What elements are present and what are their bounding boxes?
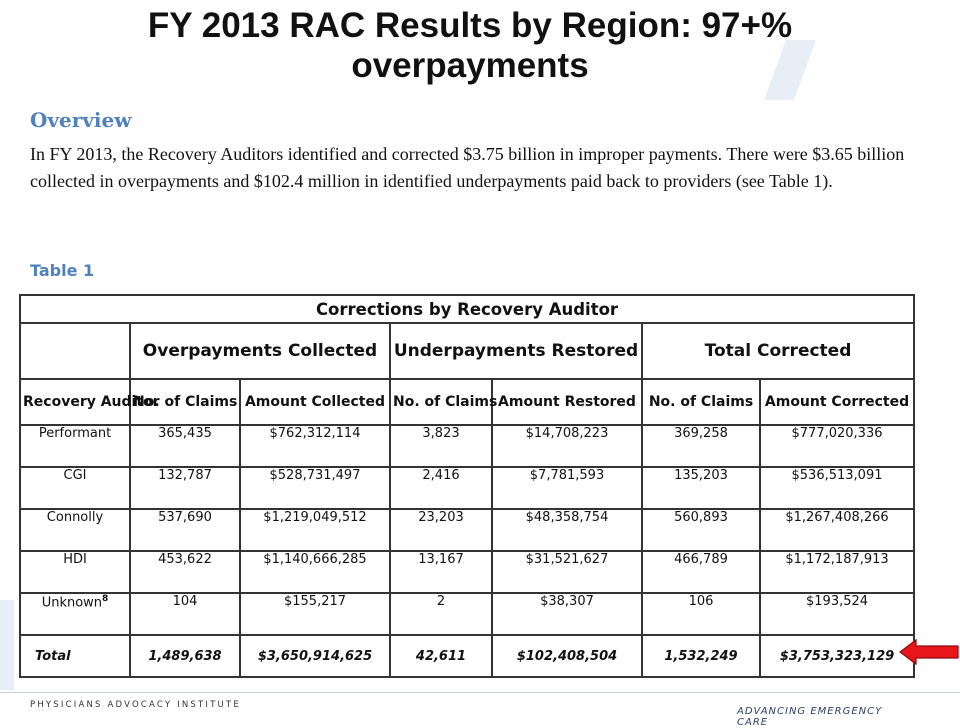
table-cell: Connolly xyxy=(20,509,130,551)
table-cell: 365,435 xyxy=(130,425,240,467)
total-row xyxy=(20,635,914,677)
table-cell-unknown xyxy=(20,593,130,635)
table-cell: 369,258 xyxy=(642,425,760,467)
column-header: Amount Collected xyxy=(240,379,390,425)
total-cell: $102,408,504 xyxy=(492,635,642,677)
table-label: Table 1 xyxy=(30,261,95,280)
overview-paragraph: In FY 2013, the Recovery Auditors identified and corrected $3.75 billion in improper payments. There were $3.65 billion collected in overpayments and $102.4 million in identified underpayments paid back to providers (see Table 1). xyxy=(30,144,905,191)
table-cell: 104 xyxy=(130,593,240,635)
table-cell: 3,823 xyxy=(390,425,492,467)
background-left-shape xyxy=(0,600,14,690)
table-cell: 2,416 xyxy=(390,467,492,509)
table-cell: $1,172,187,913 xyxy=(760,551,914,593)
table-cell: $1,267,408,266 xyxy=(760,509,914,551)
table-cell: Performant xyxy=(20,425,130,467)
total-cell: 42,611 xyxy=(390,635,492,677)
total-cell: 1,532,249 xyxy=(642,635,760,677)
total-cell: 1,489,638 xyxy=(130,635,240,677)
table-row xyxy=(20,551,914,593)
group-header-underpayments: Underpayments Restored xyxy=(390,323,642,379)
column-header: Amount Restored xyxy=(492,379,642,425)
total-label: Total xyxy=(20,635,130,677)
table-cell: 560,893 xyxy=(642,509,760,551)
table-cell: $38,307 xyxy=(492,593,642,635)
group-header-total: Total Corrected xyxy=(642,323,914,379)
table-row xyxy=(20,425,914,467)
table-row xyxy=(20,467,914,509)
table-row xyxy=(20,593,914,635)
unknown-label: Unknown xyxy=(41,595,103,611)
group-header-empty xyxy=(20,323,130,379)
overview-heading: Overview xyxy=(30,108,132,132)
table-cell: 135,203 xyxy=(642,467,760,509)
table-cell: 2 xyxy=(390,593,492,635)
table-cell: $536,513,091 xyxy=(760,467,914,509)
table-row xyxy=(20,509,914,551)
slide-title-line2: overpayments xyxy=(351,46,589,85)
column-header: No. of Claims xyxy=(390,379,492,425)
column-header: No. of Claims xyxy=(130,379,240,425)
table-cell: $762,312,114 xyxy=(240,425,390,467)
table-cell: 13,167 xyxy=(390,551,492,593)
table-cell: $777,020,336 xyxy=(760,425,914,467)
table-cell: 537,690 xyxy=(130,509,240,551)
table-cell: CGI xyxy=(20,467,130,509)
footnote-marker: 8 xyxy=(102,594,109,604)
table-cell: 466,789 xyxy=(642,551,760,593)
table-cell: $14,708,223 xyxy=(492,425,642,467)
table-cell: $31,521,627 xyxy=(492,551,642,593)
table-cell: $7,781,593 xyxy=(492,467,642,509)
total-cell: $3,753,323,129 xyxy=(760,635,914,677)
table-caption: Corrections by Recovery Auditor xyxy=(20,295,914,323)
table-cell: 23,203 xyxy=(390,509,492,551)
footer-organization: PHYSICIANS ADVOCACY INSTITUTE xyxy=(30,700,241,710)
table-cell: $193,524 xyxy=(760,593,914,635)
group-header-overpayments: Overpayments Collected xyxy=(130,323,390,379)
footer-divider xyxy=(0,692,960,693)
column-header: No. of Claims xyxy=(642,379,760,425)
table-cell: 132,787 xyxy=(130,467,240,509)
footer-tagline: ADVANCING EMERGENCY CARE xyxy=(737,706,883,728)
table-cell: $1,219,049,512 xyxy=(240,509,390,551)
red-arrow-icon xyxy=(898,637,960,667)
table-cell: $155,217 xyxy=(240,593,390,635)
table-cell: $1,140,666,285 xyxy=(240,551,390,593)
column-header: Recovery Auditor xyxy=(20,379,130,425)
column-header: Amount Corrected xyxy=(760,379,914,425)
table-cell: $528,731,497 xyxy=(240,467,390,509)
table-cell: 453,622 xyxy=(130,551,240,593)
corrections-table xyxy=(19,294,915,678)
slide-title xyxy=(20,6,920,85)
slide-title-line1: FY 2013 RAC Results by Region: 97+% xyxy=(147,6,793,45)
table-cell: $48,358,754 xyxy=(492,509,642,551)
total-cell: $3,650,914,625 xyxy=(240,635,390,677)
table-cell: HDI xyxy=(20,551,130,593)
table-cell: 106 xyxy=(642,593,760,635)
